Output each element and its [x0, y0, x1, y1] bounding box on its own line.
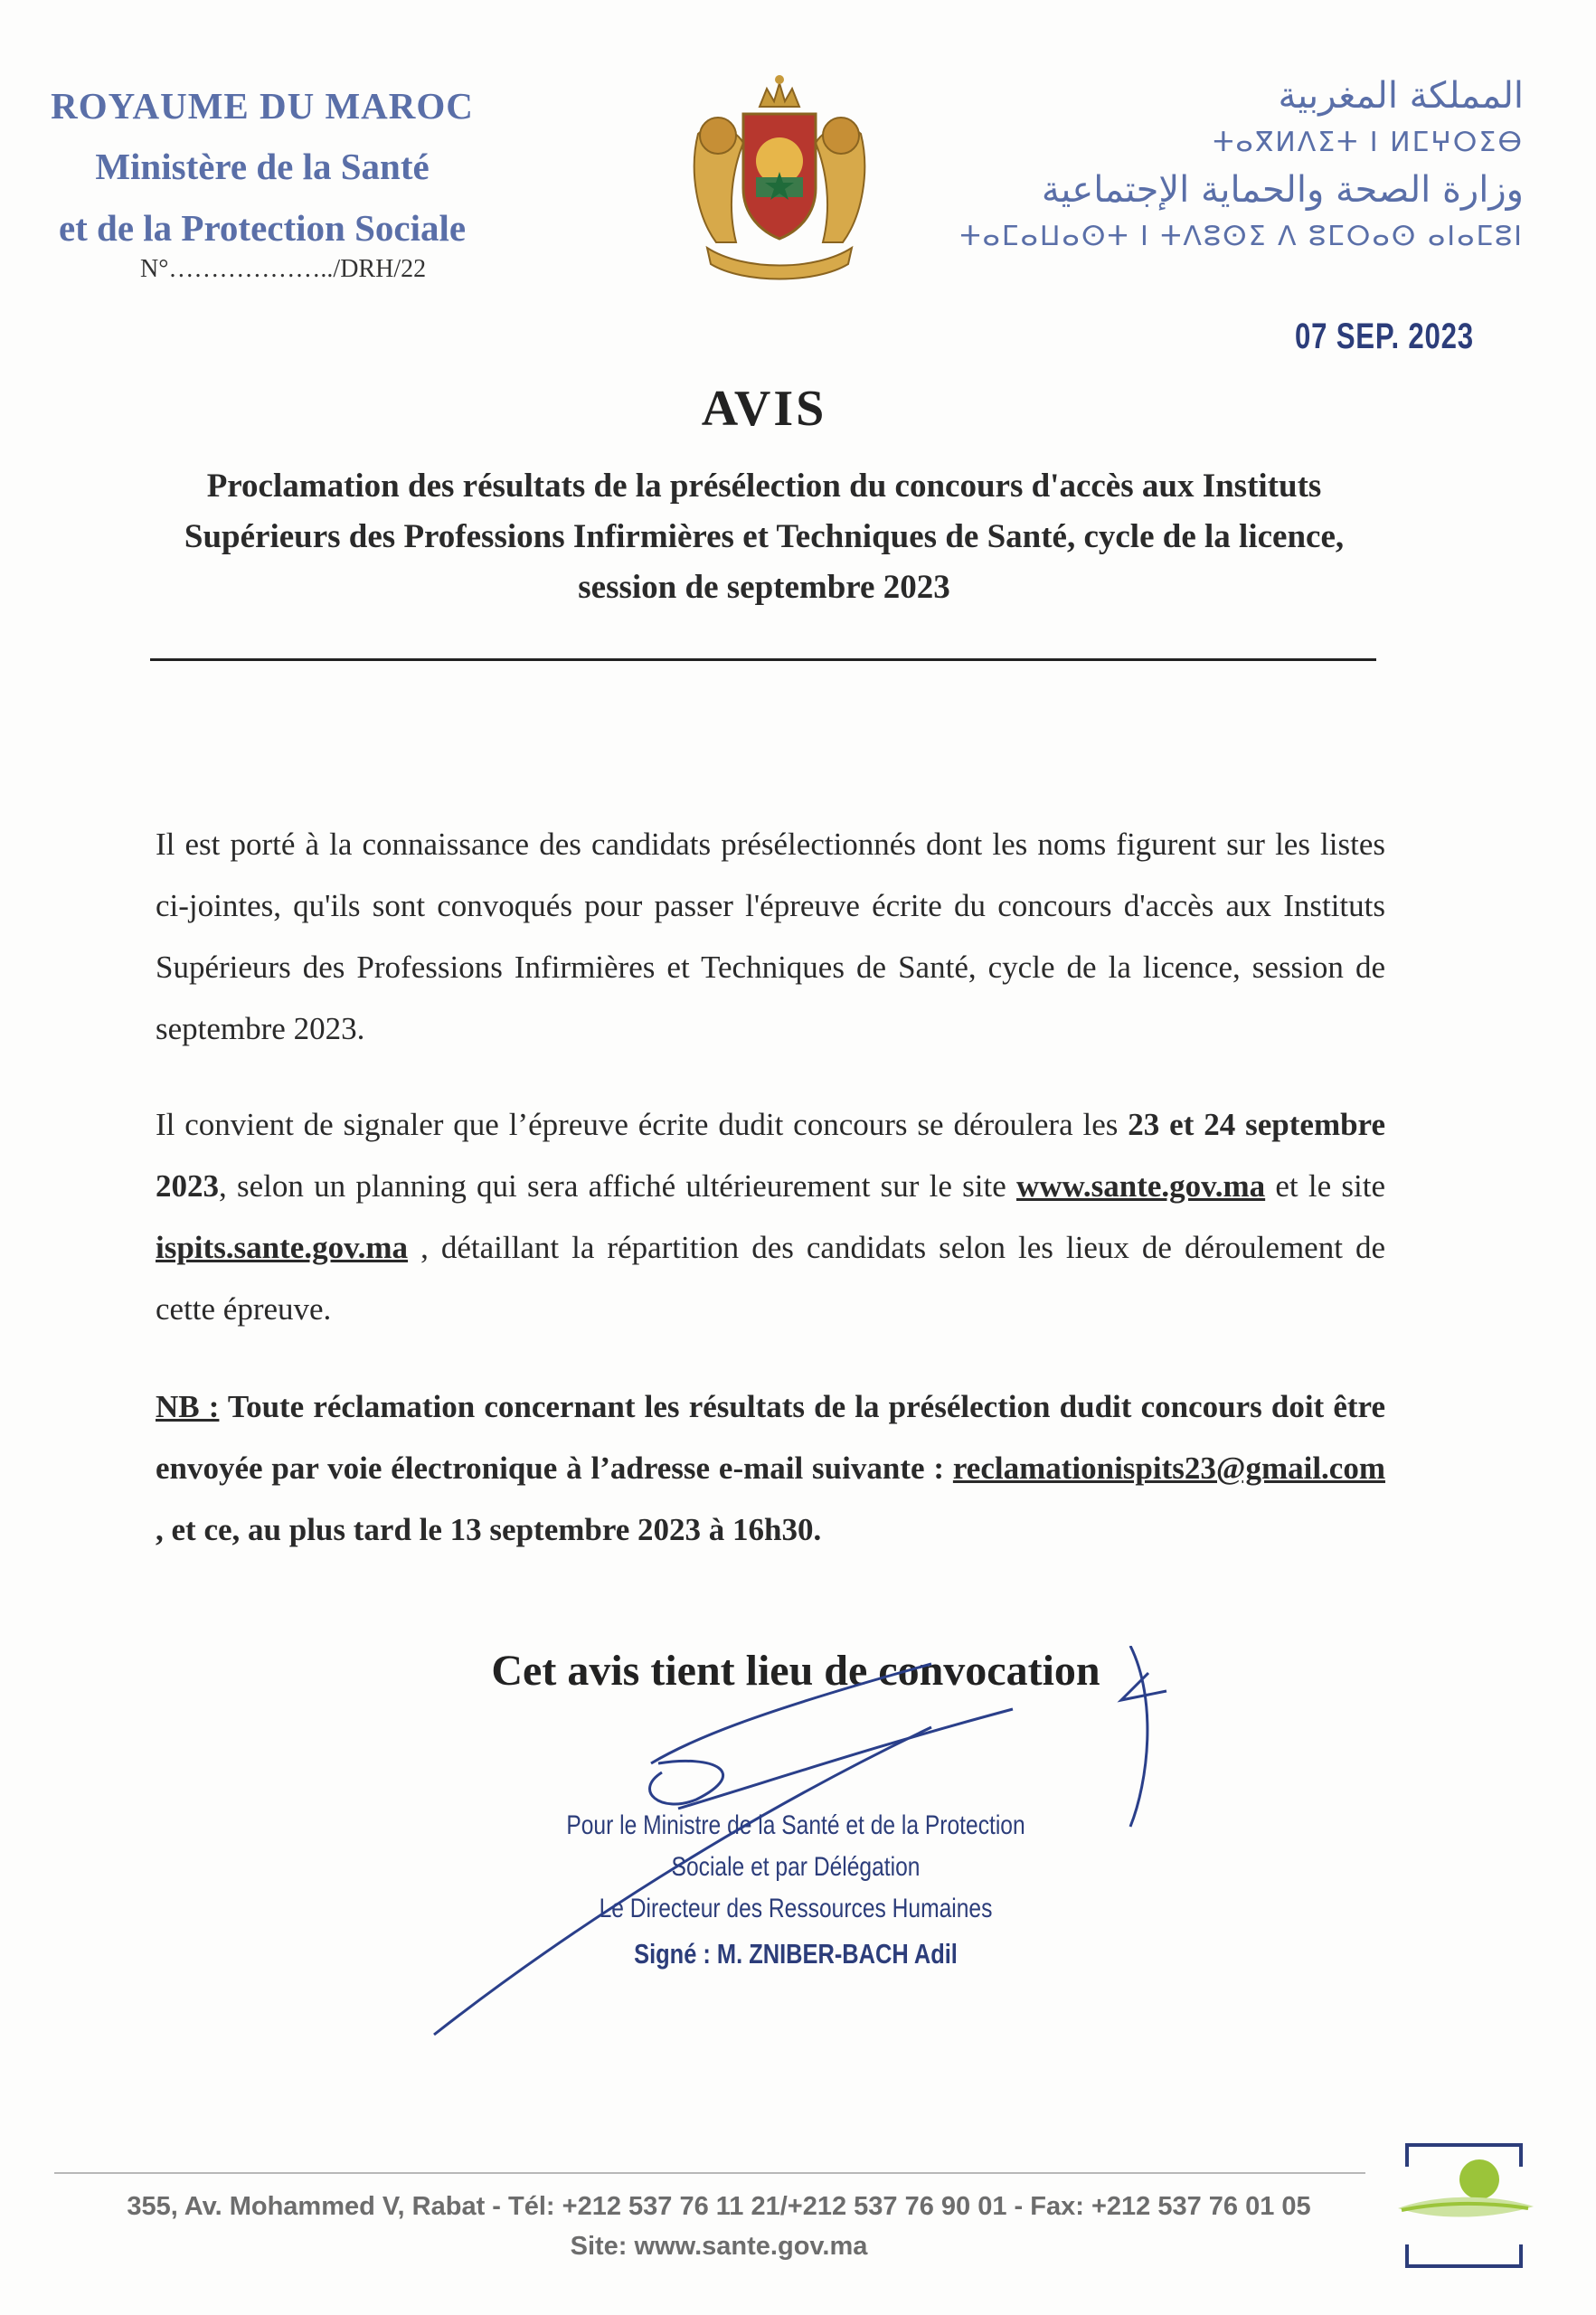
ministry-line-2: et de la Protection Sociale: [58, 207, 467, 249]
nb-text: Toute réclamation concernant les résultats de la présélection dudit concours doit être envoyée par voie électronique à l’adresse e-mail suivante :: [156, 1389, 1385, 1486]
signature-line-3: Le Directeur des Ressources Humaines: [599, 1894, 993, 1923]
paragraph-text: , détaillant la répartition des candidats selon les lieux de déroulement de cette épreuve.: [156, 1230, 1385, 1327]
handwritten-signature-icon: [425, 1646, 1176, 2044]
ministry-name-tifinagh: ⵜⴰⵎⴰⵡⴰⵙⵜ ⵏ ⵜⴷⵓⵙⵉ ⴷ ⵓⵎⵔⴰⵙ ⴰⵏⴰⵎⵓⵏ: [959, 221, 1524, 252]
paragraph-convocation: Il est porté à la connaissance des candidats présélectionnés dont les noms figurent sur les listes ci-jointes, qu'ils sont convoqués pour passer l'épreuve écrite du concours d'accès aux Instituts Supérieurs des Professions Infirmières et Techniques de Santé, cycle de la licence, session de septembre 2023.: [156, 827, 1385, 1046]
date-stamp: 07 SEP. 2023: [1295, 317, 1474, 356]
header-left: [18, 76, 506, 259]
link-sante-gov[interactable]: www.sante.gov.ma: [1016, 1168, 1266, 1204]
coat-of-arms-icon: [680, 71, 879, 284]
ministry-logo-icon: [1393, 2140, 1537, 2275]
convocation-note: Cet avis tient lieu de convocation: [491, 1647, 1100, 1695]
document-title: AVIS: [701, 381, 827, 437]
nb-deadline: , et ce, au plus tard le 13 septembre 2023 à 16h30.: [156, 1512, 822, 1547]
nb-label: NB :: [156, 1389, 220, 1424]
footer-site: Site: www.sante.gov.ma: [570, 2232, 868, 2261]
kingdom-name-tifinagh: ⵜⴰⴳⵍⴷⵉⵜ ⵏ ⵍⵎⵖⵔⵉⴱ: [1213, 127, 1524, 158]
paragraph-text: et le site: [1265, 1168, 1385, 1204]
exam-dates: 23 et 24 septembre 2023: [156, 1107, 1385, 1204]
header-right: [945, 71, 1524, 259]
footer-address: 355, Av. Mohammed V, Rabat - Tél: +212 537 76 11 21/+212 537 76 90 01 - Fax: +212 537 76 01 05: [127, 2192, 1311, 2221]
signatory-name: Signé : M. ZNIBER-BACH Adil: [634, 1938, 958, 1970]
reference-number: N°………………../DRH/22: [140, 255, 427, 283]
kingdom-name-arabic: المملكة المغربية: [1278, 75, 1524, 117]
document-subtitle: Proclamation des résultats de la présélection du concours d'accès aux Instituts Supérieurs des Professions Infirmières et Techniques de Santé, cycle de la licence, session de septembre 2023: [184, 468, 1345, 606]
footer-divider: [54, 2172, 1365, 2174]
paragraph-text: Il convient de signaler que l’épreuve écrite dudit concours se déroulera les: [156, 1107, 1129, 1142]
signature-line-2: Sociale et par Délégation: [671, 1852, 921, 1882]
ministry-name-arabic: وزارة الصحة والحماية الإجتماعية: [1041, 169, 1524, 211]
kingdom-name: ROYAUME DU MAROC: [51, 85, 474, 127]
signature-line-1: Pour le Ministre de la Santé et de la Protection: [566, 1810, 1025, 1840]
title-divider: [150, 658, 1376, 661]
ministry-line-1: Ministère de la Santé: [95, 146, 430, 187]
email-link[interactable]: reclamationispits23@gmail.com: [952, 1450, 1385, 1486]
paragraph-exam-dates: [156, 1094, 1385, 1340]
paragraph-nb: [156, 1376, 1385, 1561]
paragraph-text: , selon un planning qui sera affiché ultérieurement sur le site: [219, 1168, 1016, 1204]
link-ispits[interactable]: ispits.sante.gov.ma: [156, 1230, 409, 1265]
